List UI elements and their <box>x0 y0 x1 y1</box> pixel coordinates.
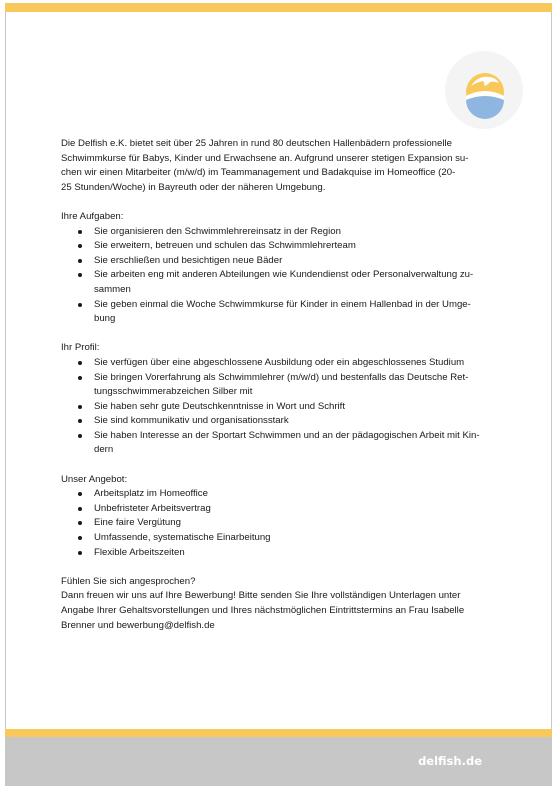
list-item: Eine faire Vergütung <box>61 516 511 531</box>
list-item: Sie haben sehr gute Deutschkenntnisse in Wort und Schrift <box>61 400 511 415</box>
intro-line: chen wir einen Mitarbeiter (m/w/d) im Teammanagement und Badakquise im Homeoffice (20- <box>61 167 456 179</box>
intro-line: Die Delfish e.K. bietet seit über 25 Jahren in rund 80 deutschen Hallenbädern professionelle <box>61 138 452 149</box>
list-item: Flexible Arbeitszeiten <box>61 546 511 561</box>
footer-accent-bar <box>5 729 552 737</box>
footer-brand: delfish.de <box>418 754 482 768</box>
list-item: Sie geben einmal die Woche Schwimmkurse für Kinder in einem Hallenbad in der Umge- bung <box>61 298 511 327</box>
list-item: Unbefristeter Arbeitsvertrag <box>61 502 511 517</box>
closing-line: Brenner und bewerbung@delfish.de <box>61 619 215 631</box>
tasks-heading: Ihre Aufgaben: <box>61 210 124 222</box>
list-item: Sie haben Interesse an der Sportart Schwimmen und an der pädagogischen Arbeit mit Kin- dern <box>61 429 511 458</box>
intro-paragraph <box>61 137 511 195</box>
closing-paragraph <box>61 575 511 633</box>
footer <box>5 737 552 786</box>
profile-list <box>61 356 511 458</box>
tasks-list <box>61 225 511 327</box>
profile-heading: Ihr Profil: <box>61 342 100 354</box>
offer-heading: Unser Angebot: <box>61 473 128 485</box>
header-accent-bar <box>5 3 552 12</box>
closing-line: Dann freuen wir uns auf Ihre Bewerbung! Bitte senden Sie Ihre vollständigen Unterlagen unter <box>61 590 461 602</box>
job-posting-body <box>61 137 511 633</box>
list-item: Umfassende, systematische Einarbeitung <box>61 531 511 546</box>
list-item: Sie erschließen und besichtigen neue Bäder <box>61 254 511 269</box>
closing-line: Fühlen Sie sich angesprochen? <box>61 575 196 587</box>
offer-list <box>61 487 511 560</box>
list-item: Sie organisieren den Schwimmlehrereinsatz in der Region <box>61 225 511 240</box>
dolphin-logo-icon <box>444 50 524 130</box>
list-item: Arbeitsplatz im Homeoffice <box>61 487 511 502</box>
list-item: Sie arbeiten eng mit anderen Abteilungen wie Kundendienst oder Personalverwaltung zu- sammen <box>61 268 511 297</box>
intro-line: Schwimmkurse für Babys, Kinder und Erwachsene an. Aufgrund unserer stetigen Expansion su- <box>61 152 469 164</box>
intro-line: 25 Stunden/Woche) in Bayreuth oder der näheren Umgebung. <box>61 181 326 193</box>
list-item: Sie sind kommunikativ und organisationsstark <box>61 414 511 429</box>
closing-line: Angabe Ihrer Gehaltsvorstellungen und Ihres nächstmöglichen Eintrittstermins an Frau Isabelle <box>61 605 465 616</box>
list-item: Sie verfügen über eine abgeschlossene Ausbildung oder ein abgeschlossenes Studium <box>61 356 511 371</box>
list-item: Sie bringen Vorerfahrung als Schwimmlehrer (m/w/d) und bestenfalls das Deutsche Ret- tungsschwimmerabzeichen Silber mit <box>61 371 511 400</box>
list-item: Sie erweitern, betreuen und schulen das Schwimmlehrerteam <box>61 239 511 254</box>
